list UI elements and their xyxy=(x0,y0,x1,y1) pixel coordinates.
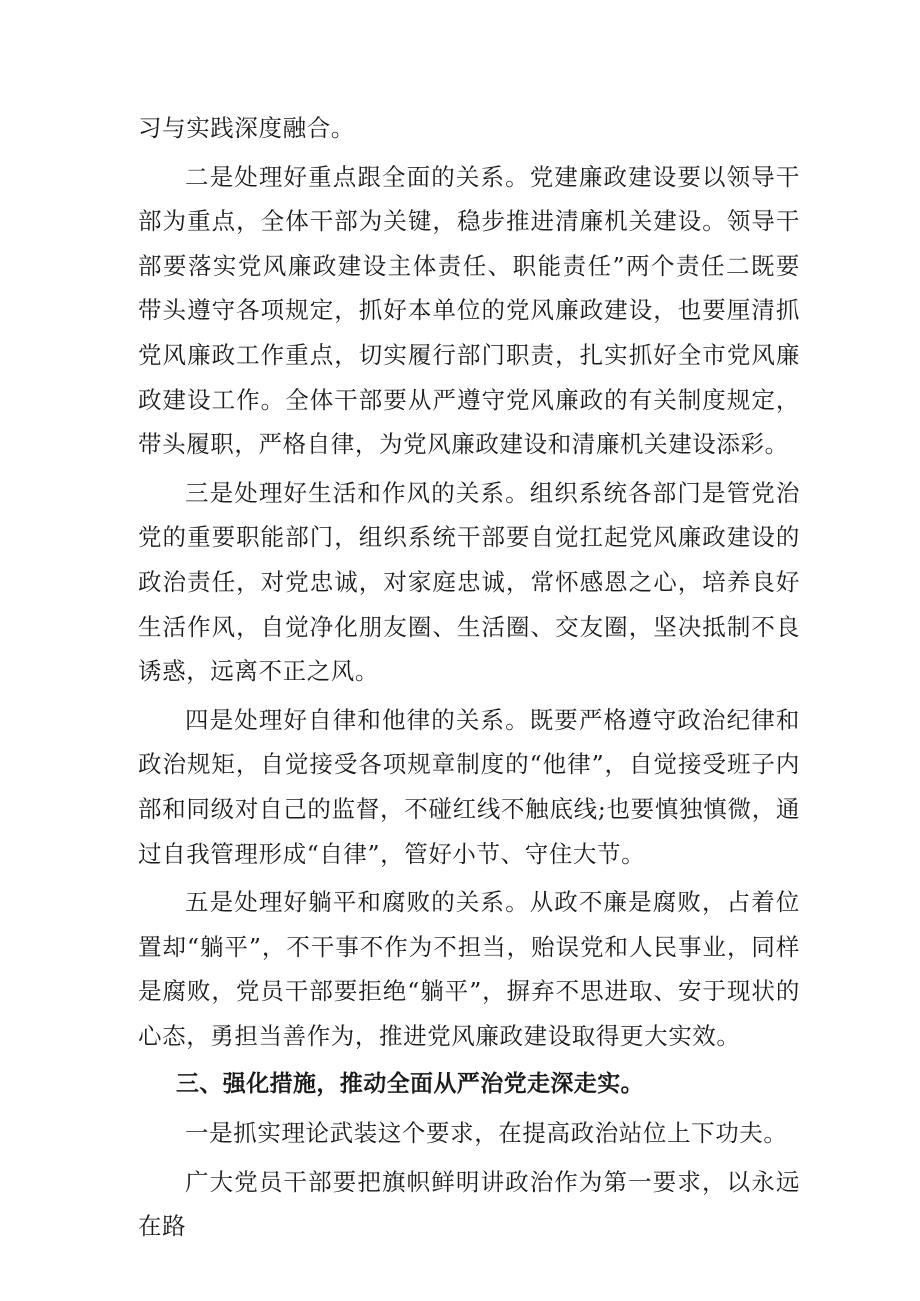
section-heading-three: 三、强化措施，推动全面从严治党走深走实。 xyxy=(176,1071,644,1098)
paragraph-point-four: 四是处理好自律和他律的关系。既要严格遵守政治纪律和政治规矩，自觉接受各项规章制度的“他律”，自觉接受班子内部和同级对自己的监督，不碰红线不触底线;也要慎独慎微，通过自我管理形成“自律”，管好小节、守住大节。 xyxy=(138,705,800,868)
document-body xyxy=(138,106,800,1253)
paragraph-point-three: 三是处理好生活和作风的关系。组织系统各部门是管党治党的重要职能部门，组织系统干部要自觉扛起党风廉政建设的政治责任，对党忠诚，对家庭忠诚，常怀感恩之心，培养良好生活作风，自觉净化朋友圈、生活圈、交友圈，坚决抵制不良诱惑，远离不正之风。 xyxy=(138,478,800,686)
paragraph-subpoint-one: 一是抓实理论武装这个要求，在提高政治站位上下功夫。 xyxy=(185,1119,788,1148)
paragraph-point-five: 五是处理好躺平和腐败的关系。从政不廉是腐败，占着位置却“躺平”，不干事不作为不担当，贻误党和人民事业，同样是腐败，党员干部要拒绝“躺平”，摒弃不思进取、安于现状的心态，勇担当善作为，推进党风廉政建设取得更大实效。 xyxy=(138,888,800,1050)
paragraph-point-two: 二是处理好重点跟全面的关系。党建廉政建设要以领导干部为重点，全体干部为关键，稳步推进清廉机关建设。领导干部要落实党风廉政建设主体责任、职能责任”两个责任二既要带头遵守各项规定，抓好本单位的党风廉政建设，也要厘清抓党风廉政工作重点，切实履行部门职责，扎实抓好全市党风廉政建设工作。全体干部要从严遵守党风廉政的有关制度规定，带头履职，严格自律，为党风廉政建设和清廉机关建设添彩。 xyxy=(138,162,800,459)
paragraph-continuation: 习与实践深度融合。 xyxy=(138,114,355,142)
paragraph-body: 广大党员干部要把旗帜鲜明讲政治作为第一要求，以永远在路 xyxy=(138,1167,800,1241)
